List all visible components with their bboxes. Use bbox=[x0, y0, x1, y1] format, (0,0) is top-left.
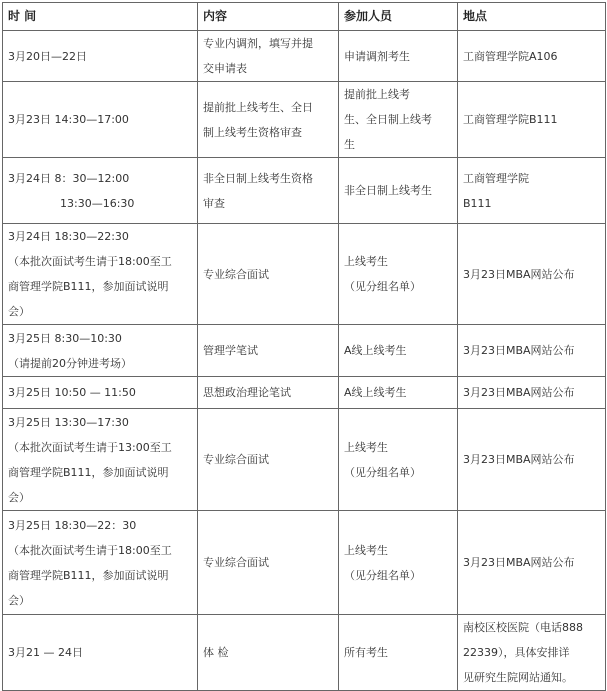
cell-text: （本批次面试考生请于18:00至工 bbox=[8, 543, 172, 557]
cell-people bbox=[339, 377, 458, 409]
schedule-table bbox=[2, 2, 606, 691]
cell-text: 审查 bbox=[203, 196, 225, 210]
table-row bbox=[3, 82, 606, 158]
cell-time bbox=[3, 82, 198, 158]
cell-text: 见研究生院网站通知。 bbox=[463, 671, 573, 684]
cell-text: 专业综合面试 bbox=[203, 453, 269, 466]
cell-text: A线上线考生 bbox=[344, 386, 407, 399]
table-row bbox=[3, 158, 606, 224]
cell-text: 3月24日 8：30—12:00 bbox=[8, 171, 130, 185]
cell-text: 生 bbox=[344, 138, 355, 151]
cell-text: 3月25日 18:30—22：30 bbox=[8, 518, 137, 532]
cell-text: 交申请表 bbox=[203, 62, 247, 75]
cell-text: 3月23日MBA网站公布 bbox=[463, 386, 575, 399]
cell-text: 商管理学院B111，参加面试说明 bbox=[8, 465, 169, 479]
cell-content bbox=[198, 31, 339, 82]
cell-text: 南校区校医院（电话888 bbox=[463, 621, 583, 634]
cell-text: A线上线考生 bbox=[344, 344, 407, 357]
cell-text: 会） bbox=[8, 593, 30, 607]
cell-text: 提前批上线考 bbox=[344, 88, 410, 101]
cell-text: 非全日制上线考生资格 bbox=[203, 171, 313, 185]
cell-place bbox=[458, 224, 606, 325]
table-row bbox=[3, 31, 606, 82]
schedule-body bbox=[3, 31, 606, 691]
cell-content bbox=[198, 377, 339, 409]
cell-text: 非全日制上线考生 bbox=[344, 184, 432, 197]
cell-text: 3月25日 8:30—10:30 bbox=[8, 331, 122, 345]
cell-text: 会） bbox=[8, 490, 30, 504]
cell-content bbox=[198, 224, 339, 325]
table-row bbox=[3, 511, 606, 615]
cell-text: （见分组名单） bbox=[344, 568, 421, 582]
cell-text: （见分组名单） bbox=[344, 465, 421, 479]
cell-text: 申请调剂考生 bbox=[344, 49, 410, 63]
cell-text: 工商管理学院B111 bbox=[463, 113, 558, 126]
cell-text: 专业综合面试 bbox=[203, 556, 269, 569]
cell-content bbox=[198, 409, 339, 511]
cell-people bbox=[339, 325, 458, 377]
cell-text: （本批次面试考生请于18:00至工 bbox=[8, 255, 172, 268]
cell-text: 3月24日 18:30—22:30 bbox=[8, 230, 129, 243]
cell-text: 3月23日MBA网站公布 bbox=[463, 556, 575, 569]
cell-text: 上线考生 bbox=[344, 543, 388, 557]
cell-text: 专业综合面试 bbox=[203, 267, 269, 281]
cell-time bbox=[3, 158, 198, 224]
cell-content bbox=[198, 325, 339, 377]
cell-content bbox=[198, 158, 339, 224]
cell-place bbox=[458, 377, 606, 409]
cell-text: 工商管理学院 bbox=[463, 171, 529, 185]
table-row bbox=[3, 409, 606, 511]
header-people: 参加人员 bbox=[339, 3, 458, 31]
cell-text: 商管理学院B111，参加面试说明 bbox=[8, 568, 169, 582]
cell-people bbox=[339, 224, 458, 325]
cell-text: 上线考生 bbox=[344, 255, 388, 268]
cell-text: 3月23日MBA网站公布 bbox=[463, 267, 575, 281]
table-row bbox=[3, 325, 606, 377]
cell-place bbox=[458, 615, 606, 691]
cell-text: 3月23日MBA网站公布 bbox=[463, 453, 575, 466]
cell-time bbox=[3, 511, 198, 615]
cell-time bbox=[3, 615, 198, 691]
cell-text: 提前批上线考生、全日 bbox=[203, 100, 313, 114]
cell-text: 会） bbox=[8, 305, 30, 318]
cell-place bbox=[458, 82, 606, 158]
cell-time bbox=[3, 377, 198, 409]
cell-text: 生、全日制上线考 bbox=[344, 113, 432, 126]
cell-text: 体 检 bbox=[203, 646, 229, 659]
cell-text: 专业内调剂，填写并提 bbox=[203, 37, 313, 50]
cell-place bbox=[458, 158, 606, 224]
cell-content bbox=[198, 82, 339, 158]
cell-text: 3月21 — 24日 bbox=[8, 646, 83, 659]
cell-text: 商管理学院B111，参加面试说明 bbox=[8, 280, 169, 293]
cell-text: 管理学笔试 bbox=[203, 344, 258, 357]
cell-text: 3月25日 13:30—17:30 bbox=[8, 415, 129, 429]
header-place: 地点 bbox=[458, 3, 606, 31]
cell-text: 13:30—16:30 bbox=[60, 196, 135, 210]
cell-content bbox=[198, 615, 339, 691]
cell-text: 制上线考生资格审查 bbox=[203, 125, 302, 139]
header-content: 内容 bbox=[198, 3, 339, 31]
cell-text: 3月25日 10:50 — 11:50 bbox=[8, 386, 136, 399]
cell-text: （本批次面试考生请于13:00至工 bbox=[8, 440, 172, 454]
cell-people bbox=[339, 82, 458, 158]
table-row bbox=[3, 615, 606, 691]
cell-people bbox=[339, 409, 458, 511]
cell-text: （见分组名单） bbox=[344, 280, 421, 293]
cell-people bbox=[339, 615, 458, 691]
cell-text: 3月20日—22日 bbox=[8, 49, 87, 63]
cell-place bbox=[458, 31, 606, 82]
cell-time bbox=[3, 409, 198, 511]
cell-text: 22339），具体安排详 bbox=[463, 646, 570, 659]
cell-people bbox=[339, 511, 458, 615]
cell-place bbox=[458, 511, 606, 615]
cell-text: 3月23日MBA网站公布 bbox=[463, 344, 575, 357]
cell-text: B111 bbox=[463, 196, 492, 210]
cell-text: 上线考生 bbox=[344, 440, 388, 454]
cell-place bbox=[458, 325, 606, 377]
table-row bbox=[3, 377, 606, 409]
cell-text: （请提前20分钟进考场） bbox=[8, 356, 132, 370]
cell-text: 所有考生 bbox=[344, 646, 388, 659]
cell-people bbox=[339, 31, 458, 82]
cell-content bbox=[198, 511, 339, 615]
cell-time bbox=[3, 224, 198, 325]
cell-text: 3月23日 14:30—17:00 bbox=[8, 113, 129, 126]
cell-text: 思想政治理论笔试 bbox=[203, 386, 291, 399]
cell-place bbox=[458, 409, 606, 511]
cell-people bbox=[339, 158, 458, 224]
header-row bbox=[3, 3, 606, 31]
cell-text: 工商管理学院A106 bbox=[463, 49, 558, 63]
cell-time bbox=[3, 31, 198, 82]
table-row bbox=[3, 224, 606, 325]
header-time: 时 间 bbox=[3, 3, 198, 31]
cell-time bbox=[3, 325, 198, 377]
